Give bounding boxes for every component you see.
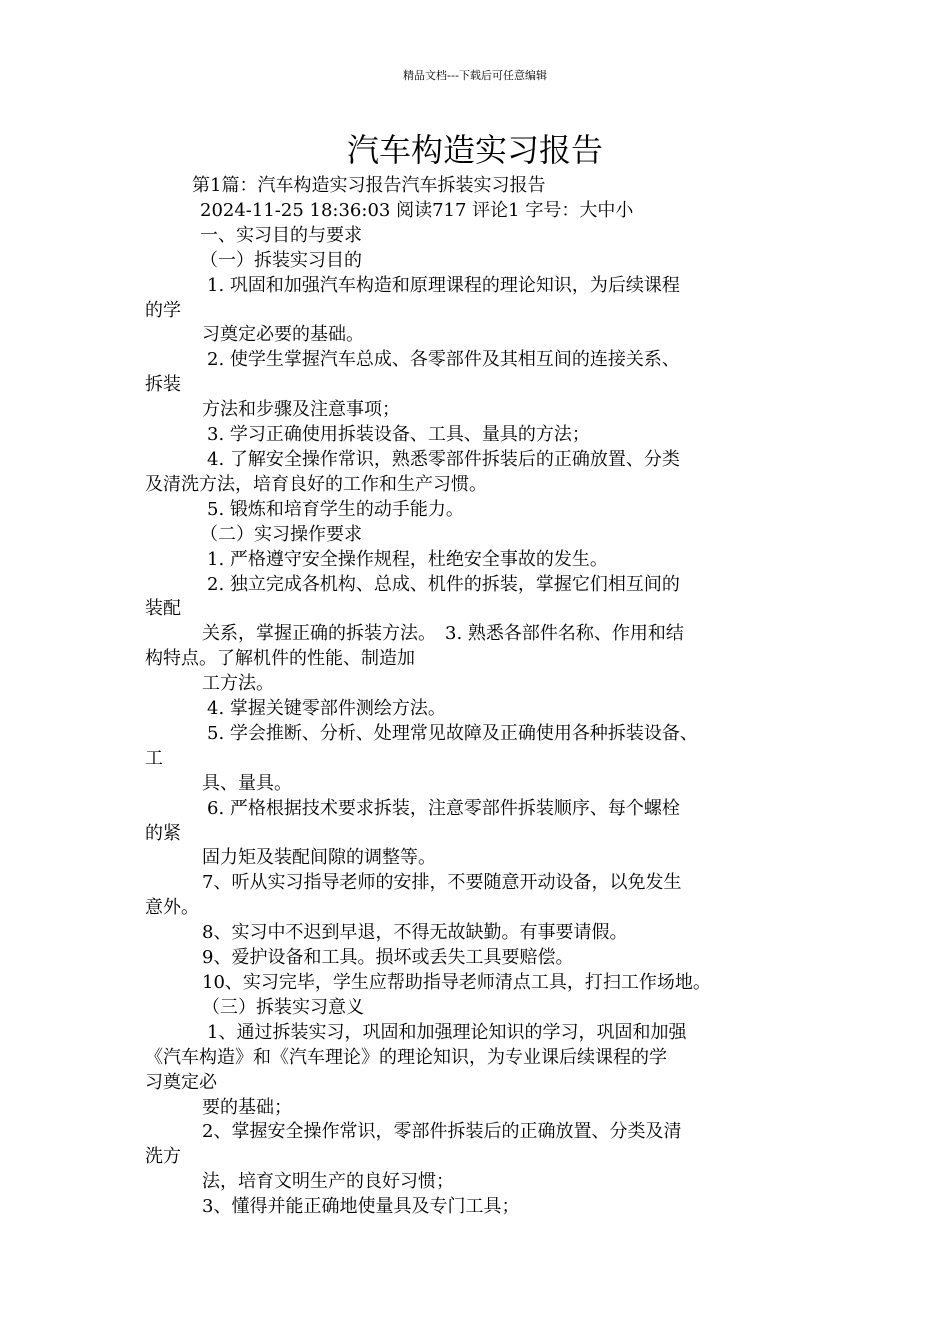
- text-line: （三）拆装实习意义: [202, 996, 364, 1018]
- text-line: （二）实习操作要求: [200, 523, 362, 545]
- text-line: 构特点。了解机件的性能、制造加: [145, 648, 415, 670]
- text-line: 2. 独立完成各机构、总成、机件的拆装，掌握它们相互间的: [207, 573, 680, 595]
- text-line: 的紧: [145, 822, 181, 844]
- text-line: 意外。: [145, 897, 199, 919]
- text-line: （一）拆装实习目的: [200, 249, 362, 271]
- text-line: 2024-11-25 18:36:03 阅读717 评论1 字号：大中小: [200, 199, 634, 221]
- text-line: 3. 学习正确使用拆装设备、工具、量具的方法；: [207, 424, 590, 446]
- text-line: 5. 锻炼和培育学生的动手能力。: [207, 498, 464, 520]
- text-line: 3、懂得并能正确地使量具及专门工具；: [202, 1196, 520, 1218]
- text-line: 固力矩及装配间隙的调整等。: [202, 847, 436, 869]
- text-line: 要的基础；: [202, 1096, 292, 1118]
- text-line: 1. 巩固和加强汽车构造和原理课程的理论知识，为后续课程: [207, 274, 680, 296]
- text-line: 4. 掌握关键零部件测绘方法。: [207, 698, 446, 720]
- text-line: 10、实习完毕，学生应帮助指导老师清点工具，打扫工作场地。: [202, 972, 711, 993]
- text-line: 5. 学会推断、分析、处理常见故障及正确使用各种拆装设备、: [207, 722, 698, 744]
- text-line: 洗方: [145, 1146, 181, 1168]
- text-line: 工: [145, 747, 163, 769]
- text-line: 具、量具。: [202, 772, 292, 794]
- text-line: 习奠定必要的基础。: [202, 324, 364, 346]
- text-line: 6. 严格根据技术要求拆装，注意零部件拆装顺序、每个螺栓: [207, 797, 680, 819]
- text-line: 7、听从实习指导老师的安排，不要随意开动设备，以免发生: [202, 872, 682, 894]
- text-line: 4. 了解安全操作常识，熟悉零部件拆装后的正确放置、分类: [207, 448, 680, 470]
- document-body: [145, 174, 813, 1220]
- text-line: 关系，掌握正确的拆装方法。 3. 熟悉各部件名称、作用和结: [202, 623, 684, 645]
- text-line: 方法和步骤及注意事项；: [202, 399, 400, 421]
- text-line: 1. 严格遵守安全操作规程，杜绝安全事故的发生。: [207, 548, 608, 570]
- page-header: 精品文档---下载后可任意编辑: [403, 69, 547, 82]
- text-line: 工方法。: [202, 673, 274, 695]
- text-line: 第1篇：汽车构造实习报告汽车拆装实习报告: [192, 175, 546, 196]
- text-line: 《汽车构造》和《汽车理论》的理论知识，为专业课后续课程的学: [145, 1046, 667, 1068]
- text-line: 一、实习目的与要求: [200, 224, 362, 246]
- text-line: 2. 使学生掌握汽车总成、各零部件及其相互间的连接关系、: [207, 349, 680, 371]
- text-line: 1、通过拆装实习，巩固和加强理论知识的学习，巩固和加强: [207, 1021, 687, 1043]
- text-line: 习奠定必: [145, 1071, 217, 1093]
- text-line: 的学: [145, 299, 181, 321]
- text-line: 8、实习中不迟到早退，不得无故缺勤。有事要请假。: [202, 922, 628, 944]
- text-line: 拆装: [145, 374, 181, 396]
- text-line: 9、爱护设备和工具。损坏或丢失工具要赔偿。: [202, 947, 574, 969]
- document-title: 汽车构造实习报告: [346, 131, 603, 169]
- text-line: 2、掌握安全操作常识，零部件拆装后的正确放置、分类及清: [202, 1121, 682, 1143]
- text-line: 法，培育文明生产的良好习惯；: [202, 1171, 454, 1193]
- text-line: 及清洗方法，培育良好的工作和生产习惯。: [145, 473, 487, 495]
- text-line: 装配: [145, 598, 181, 620]
